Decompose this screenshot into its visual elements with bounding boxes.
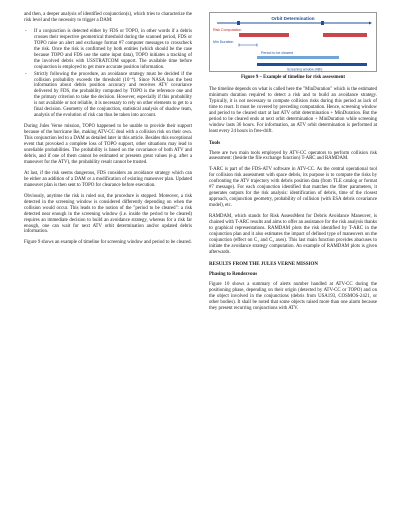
paragraph: During Jules Verne mission, TOPO happened to be unable to provide their support because of the hurricane Ike, making ATV-CC deal with a collision risk on their own. This conjunction led to a DAM as detailed later in this article. Besides this exceptional event that provoked a complete loss of TOPO support, other situations may lead to unreliable probabilities. The probability is based on the covariance of both ATV and debris, and if one of them cannot be estimated or presents great values (e.g. after a maneuver for the ATV), the probability result cannot be trusted. xyxy=(24,124,193,165)
min-duration-label: Min Duration xyxy=(213,40,234,44)
timeline-diagram xyxy=(209,12,377,72)
intro-paragraph: and then, a deeper analysis of identified conjunction(s), which tries to characterize the risk level and the necessity to trigger a DAM: xyxy=(24,12,192,23)
section-heading-results: RESULTS FROM THE JULES VERNE MISSION xyxy=(209,261,318,267)
figure-title: Orbit Determination xyxy=(271,16,315,21)
bullet-item: - Strictly following the procedure, an avoidance strategy must be decided if the collision probability exceeds the threshold (10⁻⁴). Since NASA has the best information about debris position accuracy and receives ATV covariance delivered by FDS, the probability computed by TOPO is the reference one and the primary criterion to take the decision. However, especially if this probability is not available or not reliable, it is necessary to rely on other elements to get to a final decision. Geometry of the conjunction, statistical analysis of shadow team, analysis of the evolution of risk can thus be taken into account. xyxy=(24,72,192,120)
left-column xyxy=(24,12,192,251)
screening-window-label: Screening window (48h) xyxy=(287,67,323,72)
paragraph: The timeline depends on what is called here the "MinDuration" which is the estimated minimum duration required to detect a risk and to build an avoidance strategy. Typically, it is not necessary to compute collision risks during this period as lack of time to react. It must be covered by preceding computation. Hence, screening window and period to be cleared start at last ATV orbit determination + MinDuration. But the period to be cleared ends at next orbit determination + MinDuration while screening window lasts 36 hours. For information, an ATV orbit determination is performed at least every 24 hours in free-drift. xyxy=(209,86,377,134)
subsection-heading-phasing: Phasing to Rendezvous xyxy=(209,271,258,277)
figure-frame xyxy=(210,13,377,72)
figure-caption: Figure 9 – Example of timeline for risk assessment xyxy=(241,75,345,80)
od-marker xyxy=(321,21,324,25)
procedure-bullets xyxy=(24,29,192,119)
od-marker xyxy=(237,21,240,25)
risk-computation-bar xyxy=(323,33,367,37)
screening-window-bar xyxy=(257,63,367,66)
paragraph: T-ARC is part of the FDS-ATV software in ATV-CC. As the central operational tool for collision risk assessment with space debris, its purpose is to compute the risks by confronting the ATV trajectory with debris position data (from TLE catalog or format #7 message). For each conjunction identified that matches the filter parameters, it generates outputs for the risk analysis: identification of debris, time of the closest approach, conjunction geometry, probability of collision (with ESA debris covariance model), etc. xyxy=(209,167,377,209)
paragraph: Figure 10 shows a summary of alerts number handled at ATV-CC during the positioning phase, depending on their origin (detected by ATV-CC or TOPO) and on the object involved in the conjunctions (debris from USA193, COSMOS-2421, or other bodies). It shall be noted that some objects raised more than one alarm because they present recurring conjunctions with ATV. xyxy=(209,281,377,311)
section-heading-tools: Tools xyxy=(209,140,221,146)
period-cleared-label: Period to be cleared xyxy=(261,51,294,55)
risk-computation-bar xyxy=(239,33,289,37)
paragraph: At last, if the risk seems dangerous, FDS considers an avoidance strategy which can be either an addition of a DAM or a modification of existing maneuver plan. Updated maneuver plan is then sent to TOPO for clearance before execution. xyxy=(24,170,192,188)
paragraph: There are two main tools employed by ATV-CC operators to perform collision risk assessment: (beside the file exchange function) T-ARC and RAMDAM. xyxy=(209,150,377,162)
period-cleared-bar xyxy=(257,56,339,59)
paragraph: Obviously, anytime the risk is ruled out, the procedure is stopped. Moreover, a risk detected in the screening window is considered differently depending on when the collision would occur. This leads to the notion of the "period to be cleared": a risk detected near enough in the screening window (i.e. inside the period to be cleared) requires an immediate decision to build an avoidance strategy, whereas for a risk far enough, one can wait for next ATV orbit determination and/or updated debris information. xyxy=(24,193,192,235)
timeline-figure xyxy=(209,12,377,72)
paragraph: RAMDAM, which stands for Risk AssessMent for Debris Avoidance Maneuver, is chained with T-ARC results and aims to offer an assistance for the risk analysis thanks to graphical representations. RAMDAM plots the risk identified by T-ARC in the conjunction plan and it also estimates the impact of defined type of maneuvers on the conjunction (effect on C₁ and C₂ axes). This last main function provides abacuses to initiate the avoidance strategy computation. An example of RAMDAM plots is given afterwards. xyxy=(209,214,377,255)
paragraph: Figure 9 shows an example of timeline for screening window and period to be cleared. xyxy=(24,240,192,246)
bullet-item: - If a conjunction is detected either by FDS or TOPO, in other words if a debris crosses their respective geometrical threshold during the scanned period, FDS or TOPO raise an alert and exchange format #7 computer messages to crosscheck the risk. Once the risk is confirmed by both entities (which should be the case because TOPO and FDS use the same input data), TOPO initiates a tracking of the involved debris with USSTRATCOM support. The available time before conjunction is employed to get more accurate position information. xyxy=(24,29,192,71)
right-column xyxy=(209,12,377,316)
risk-computation-label: Risk Computation xyxy=(213,28,242,32)
